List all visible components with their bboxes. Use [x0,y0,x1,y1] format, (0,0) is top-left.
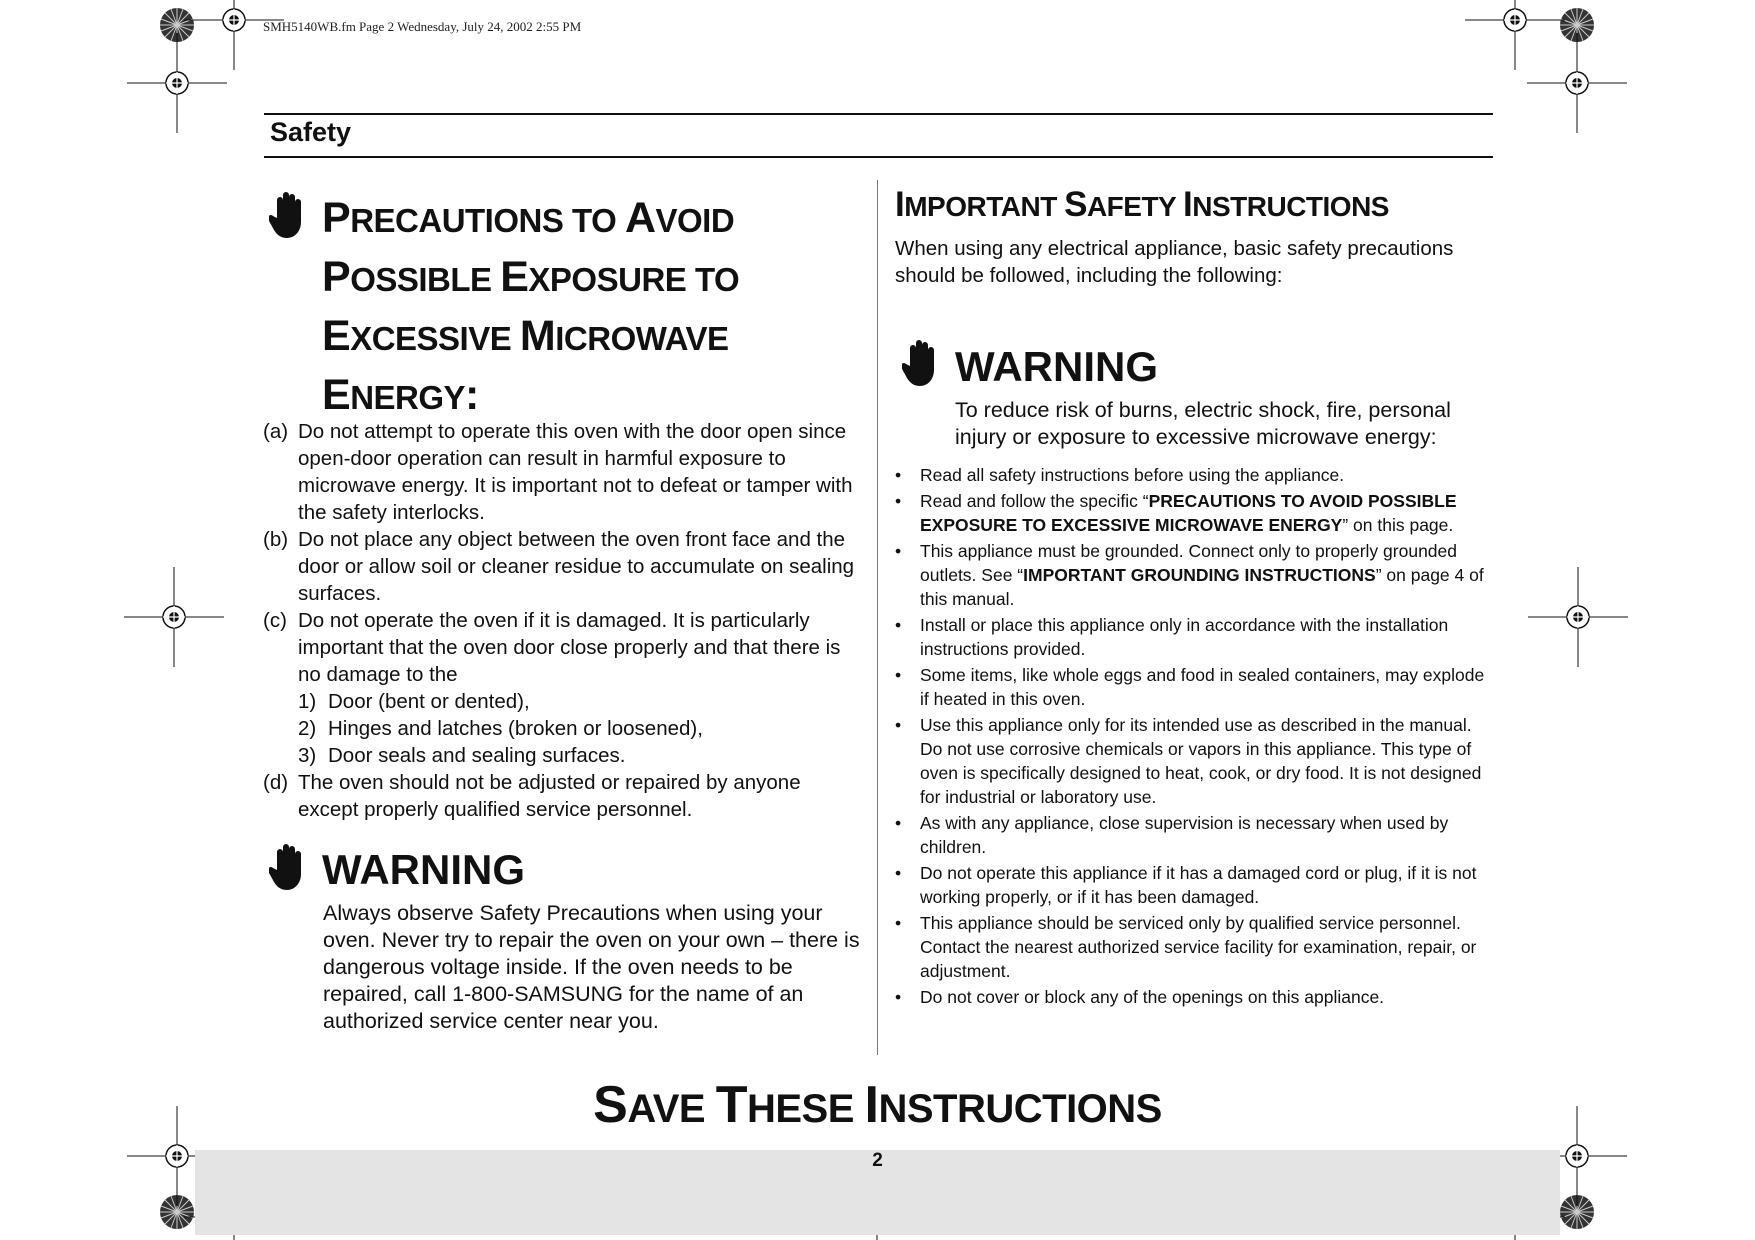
list-item: • Read and follow the specific “PRECAUTIONS TO AVOID POSSIBLE EXPOSURE TO EXCESSIVE MICROWAVE ENERGY” on this page. [895,491,1457,535]
list-item: (b) Do not place any object between the oven front face and the door or allow soil or cleaner residue to accumulate on sealing surfaces. [263,528,855,605]
heading-line-4: ENERGY: [322,371,479,419]
top-rule [264,113,1493,115]
sub-list-item: 1) Door (bent or dented), [298,690,530,713]
list-item: (d) The oven should not be adjusted or repaired by anyone except properly qualified service personnel. [263,771,801,821]
precautions-heading [322,190,882,426]
intro-text: When using any electrical appliance, basic safety precautions should be followed, including the following: [895,237,1454,287]
list-item: • Some items, like whole eggs and food in sealed containers, may explode if heated in this oven. [895,665,1485,709]
list-item: • This appliance should be serviced only by qualified service personnel. Contact the nearest authorized service facility for examination, repair, or adjustment. [895,913,1477,981]
section-title: Safety [270,117,352,147]
list-item: • Use this appliance only for its intended use as described in the manual. Do not use corrosive chemicals or vapors in this appliance. This type of oven is specifically designed to heat, cook, or dry food. It is not designed for industrial or laboratory use. [895,715,1482,807]
important-safety-heading: IMPORTANT SAFETY INSTRUCTIONS [895,185,1389,224]
heading-line-2: POSSIBLE EXPOSURE TO [322,253,740,301]
print-info: SMH5140WB.fm Page 2 Wednesday, July 24, 2002 2:55 PM [263,19,582,34]
list-item: • Read all safety instructions before using the appliance. [895,465,1345,485]
page-number: 2 [872,1150,883,1171]
list-item: • Do not operate this appliance if it has a damaged cord or plug, if it is not working properly, or if it has been damaged. [895,863,1477,907]
precautions-list [263,418,863,823]
list-item: • Install or place this appliance only in accordance with the installation instructions provided. [895,615,1449,659]
section-rule [264,156,1493,158]
right-warning-text: To reduce risk of burns, electric shock, fire, personal injury or exposure to excessive microwave energy: [955,398,1451,449]
save-instructions-banner: SAVE THESE INSTRUCTIONS [593,1076,1162,1134]
sub-list-item: 2) Hinges and latches (broken or loosened), [298,717,703,740]
list-item: (c) Do not operate the oven if it is damaged. It is particularly important that the oven door close properly and that there is no damage to the [263,609,841,686]
left-warning-text: Always observe Safety Precautions when using your oven. Never try to repair the oven on your own – there is dangerous voltage inside. If the oven needs to be repaired, call 1-800-SAMSUNG for the name of an authorized service center near you. [323,901,860,1033]
stop-hand-icon [269,190,305,240]
heading-line-1: PRECAUTIONS TO AVOID [322,194,735,242]
list-item: • As with any appliance, close supervision is necessary when used by children. [895,813,1449,857]
stop-hand-icon [902,338,938,388]
stop-hand-icon [269,842,305,892]
heading-line-3: EXCESSIVE MICROWAVE [322,312,729,360]
right-warning-title: WARNING [955,343,1158,390]
sub-list-item: 3) Door seals and sealing surfaces. [298,744,626,767]
safety-bullet-list [895,463,1495,1011]
list-item: • Do not cover or block any of the openings on this appliance. [895,987,1385,1007]
list-item: (a) Do not attempt to operate this oven with the door open since open-door operation can result in harmful exposure to microwave energy. It is important not to defeat or tamper with the safety interlocks. [263,420,853,524]
left-warning-title: WARNING [322,846,525,893]
list-item: • This appliance must be grounded. Connect only to properly grounded outlets. See “IMPORTANT GROUNDING INSTRUCTIONS” on page 4 of this manual. [895,541,1484,609]
